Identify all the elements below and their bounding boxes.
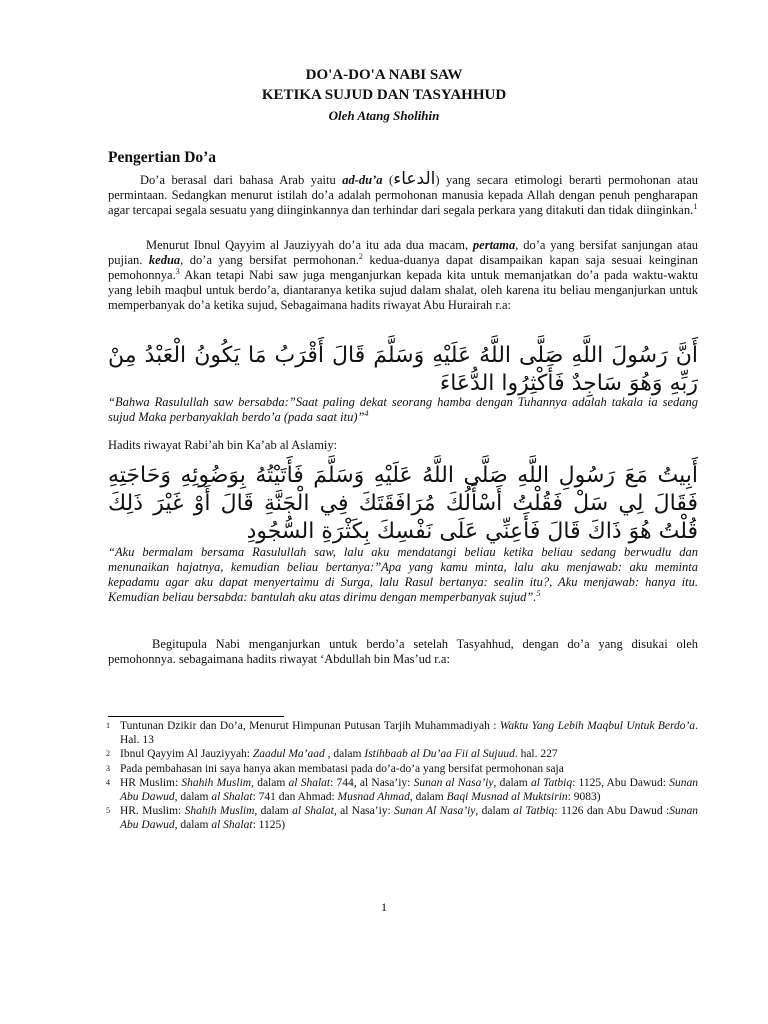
para1-text-a: Do’a berasal dari bahasa Arab yaitu [140, 173, 343, 187]
footnote-text: Ibnul Qayyim Al Jauziyyah: Zaadul Ma’aad , dalam Istihbaab al Du’aa Fii al Sujuud. hal. 227 [120, 748, 558, 760]
footnote-text: Tuntunan Dzikir dan Do’a, Menurut Himpunan Putusan Tarjih Muhammadiyah : Waktu Yang Lebih Maqbul Untuk Berdo’a. Hal. 13 [120, 720, 699, 746]
footnote-text: Pada pembahasan ini saya hanya akan membatasi pada do’a-do’a yang bersifat permohonan saja [120, 762, 564, 775]
footnote-item [106, 763, 698, 777]
para2-text-c: , do’a yang bersifat permohonan. [180, 253, 359, 267]
footnote-number: 1 [106, 721, 110, 730]
hadith-2-arabic: أَبِيتُ مَعَ رَسُولِ اللَّهِ صَلَّى اللَّهُ عَلَيْهِ وَسَلَّمَ فَأَتَيْتُهُ بِوَضُوئِهِ وَحَاجَتِهِ فَقَالَ لِي سَلْ فَقُلْتُ أَسْأَلُكَ مُرَافَقَتَكَ فِي الْجَنَّةِ قَالَ أَوْ غَيْرَ ذَلِكَ قُلْتُ هُوَ ذَاكَ قَالَ فَأَعِنِّي عَلَى نَفْسِكَ بِكَثْرَةِ السُّجُودِ [108, 463, 698, 544]
footnote-item [106, 805, 698, 832]
footnote-divider [108, 716, 284, 717]
footnote-item [106, 720, 698, 747]
footnote-number: 3 [106, 763, 110, 773]
document-title-line-2: KETIKA SUJUD DAN TASYAHHUD [261, 87, 507, 103]
footnote-number: 5 [106, 806, 110, 815]
hadith-2-translation-text: “Aku bermalam bersama Rasulullah saw, lalu aku mendatangi beliau ketika beliau sedang berwudlu dan menunaikan hajatnya, kemudian beliau bertanya:”Apa yang kamu minta, lalu aku menjawab: aku meminta kepadamu agar aku dapat menyertaimu di Surga, lalu Rasul bertanya: sealin itu?, Aku menjawab: hanya itu. Kemudian beliau bersabda: bantulah aku atas dirimu dengan memperbanyak sujud”. [108, 545, 698, 604]
hadith-1-arabic: أَنَّ رَسُولَ اللَّهِ صَلَّى اللَّهُ عَلَيْهِ وَسَلَّمَ قَالَ أَقْرَبُ مَا يَكُونُ الْعَبْدُ مِنْ رَبِّهِ وَهُوَ سَاجِدٌ فَأَكْثِرُوا الدُّعَاءَ [108, 343, 698, 396]
para2-text-b: , do’a yang bersifat sanjungan atau pujian. [108, 238, 698, 267]
para2-text-d: kedua-duanya dapat disampaikan kapan saja sesuai keinginan pemohonnya. [108, 253, 698, 282]
footnote-ref-4: 4 [364, 408, 369, 418]
arabic-term: الدعاء [393, 169, 436, 189]
footnotes [106, 720, 698, 833]
hadith-1-translation [108, 395, 698, 425]
footnote-item [106, 777, 698, 804]
footnote-ref-3: 3 [175, 266, 180, 276]
document-title-line-1: DO'A-DO'A NABI SAW [305, 67, 463, 83]
footnote-ref-2: 2 [358, 251, 363, 261]
footnote-text: HR Muslim: Shahih Muslim, dalam al Shalat: 744, al Nasa’iy: Sunan al Nasa’iy, dalam al Tatbiq: 1125, Abu Dawud: Sunan Abu Dawud, dalam al Shalat: 741 dan Ahmad: Musnad Ahmad, dalam Baqi Musnad al Muktsirin: 9083) [120, 777, 698, 803]
paragraph-definition: Do’a berasal dari bahasa Arab yaitu ad-du’a (الدعاء) yang secara etimologi berarti permohonan atau permintaan. Sedangkan menurut istilah do’a adalah permohonan manusia kepada Allah dengan penuh pengharapan agar tercapai segala sesuatu yang diinginkannya dan terhindar dari segala perkara yang ditakuti dan tidak diinginkan.$^1$ [108, 169, 698, 217]
footnote-number: 2 [106, 749, 110, 758]
paragraph-tasyahhud [108, 637, 698, 667]
page-number: 1 [381, 900, 387, 914]
document-author: Oleh Atang Sholihin [328, 108, 440, 123]
hadith-1-translation-text: “Bahwa Rasulullah saw bersabda:”Saat paling dekat seorang hamba dengan Tuhannya adalah takala ia sedang sujud Maka perbanyaklah berdo’a (pada saat itu)” [108, 395, 698, 424]
footnote-ref-5: 5 [536, 588, 541, 598]
footnote-item [106, 748, 698, 762]
hadith-2-intro: Hadits riwayat Rabi’ah bin Ka’ab al Aslamiy: [108, 438, 338, 452]
paragraph-ibnul-qayyim [108, 238, 698, 313]
footnote-ref-1: 1 [693, 201, 698, 211]
section-heading: Pengertian Do’a [108, 149, 217, 166]
footnote-text: HR. Muslim: Shahih Muslim, dalam al Shalat, al Nasa’iy: Sunan Al Nasa’iy, dalam al Tatbiq: 1126 dan Abu Dawud :Sunan Abu Dawud, dalam al Shalat: 1125) [120, 805, 698, 831]
term-pertama: pertama [472, 238, 516, 252]
hadith-2-translation [108, 545, 698, 605]
para3-text: Begitupula Nabi menganjurkan untuk berdo’a setelah Tasyahhud, dengan do’a yang disukai oleh pemohonnya. sebagaimana hadits riwayat ‘Abdullah bin Mas’ud r.a: [108, 637, 698, 666]
para2-text-a: Menurut Ibnul Qayyim al Jauziyyah do’a itu ada dua macam, [146, 238, 473, 252]
term-kedua: kedua [148, 253, 181, 267]
para2-text-e: Akan tetapi Nabi saw juga menganjurkan kepada kita untuk memanjatkan do’a pada waktu-waktu yang lebih maqbul untuk berdo’a, diantaranya ketika sujud dalam shalat, oleh karena itu beliau menganjurkan untuk memperbanyak do’a ketika sujud, Sebagaimana hadits riwayat Abu Hurairah r.a: [108, 268, 698, 312]
term-ad-dua: ad-du’a [342, 173, 383, 187]
para1-text-b: yang secara etimologi berarti permohonan atau permintaan. Sedangkan menurut istilah do’a adalah permohonan manusia kepada Allah dengan penuh pengharapan agar tercapai segala sesuatu yang diinginkannya dan terhindar dari segala perkara yang ditakuti dan tidak diinginkan. [108, 173, 698, 217]
footnote-number: 4 [106, 778, 110, 787]
